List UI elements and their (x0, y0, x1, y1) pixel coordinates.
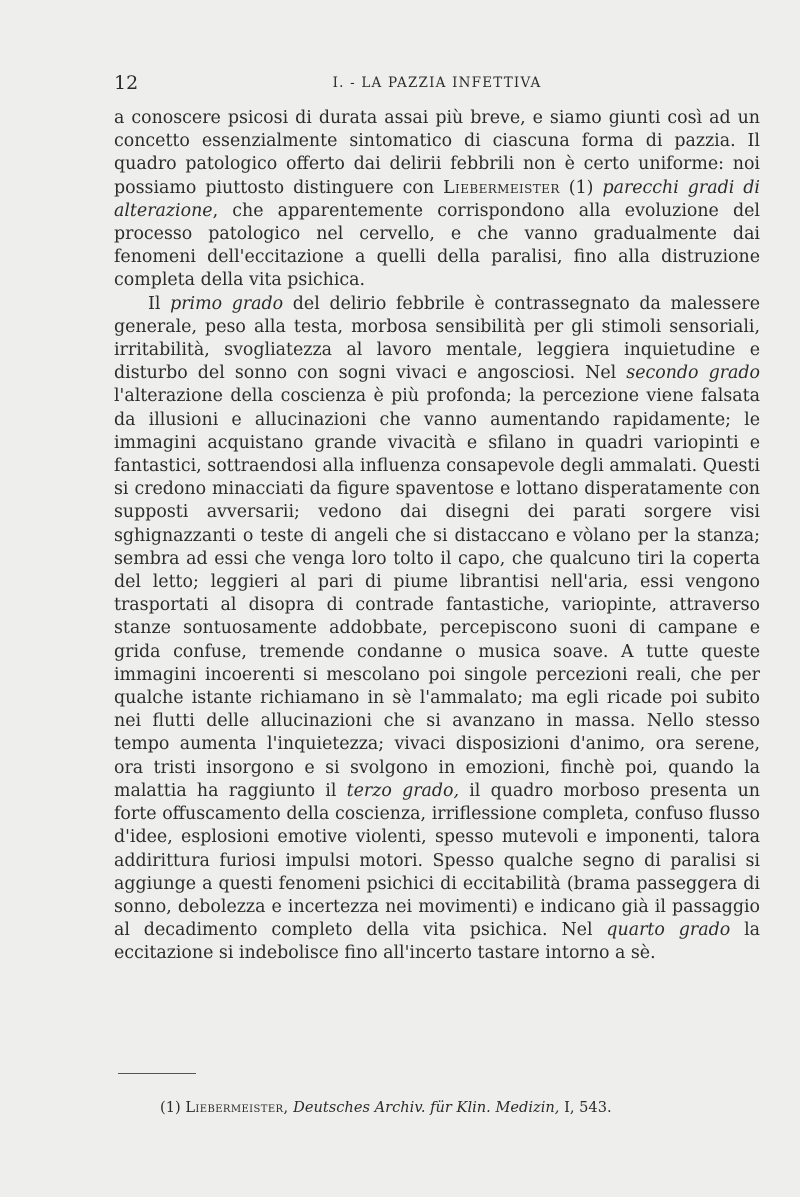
paragraph-2-text-b: del delirio febbrile è contrassegnato da malessere generale, peso alla testa, morbosa sensibilità per gli stimoli sensoriali, irritabilità, svogliatezza al lavoro mentale, leggiera inquietudine e disturbo del sonno con sogni vivaci e angosciosi. Nel (114, 293, 760, 384)
emphasis-quarto-grado: quarto grado (606, 920, 731, 941)
paragraph-2-text-c: l'alterazione della coscienza è più profonda; la percezione viene falsata da illusioni e allucinazioni che vanno aumentando rapidamente; le immagini acquistano grande vivacità e sfilano in quadri variopinti e fantastici, sottraendosi alla influenza consapevole degli ammalati. Questi si credono minacciati da figure spaventose e lottano disperatamente con supposti avversarii; vedono dai disegni dei parati sorgere visi sghignazzanti o teste di angeli che si distaccano e vòlano per la stanza; sembra ad essi che venga loro tolto il capo, che qualcuno tiri la coperta del letto; leggieri al pari di piume librantisi nell'aria, essi vengono trasportati al disopra di contrade fantastiche, variopinte, attraverso stanze sontuosamente addobbate, percepiscono suoni di campane e grida confuse, tremende condanne o musica soave. A tutte queste immagini incoerenti si mescolano poi singole percezioni reali, che per qualche istante richiamano in sè l'ammalato; ma egli ricade poi subito nei flutti delle allucinazioni che si avanzano in massa. Nello stesso tempo aumenta l'inquietezza; vivaci disposizioni d'animo, ora serene, ora tristi insorgono e si svolgono in emozioni, finchè poi, quando la malattia ha raggiunto il (114, 386, 760, 801)
footnote-source: Deutsches Archiv. für Klin. Medizin, (293, 1099, 560, 1116)
paragraph-2-text-e: la eccitazione si indebolisce fino all'incerto tastare intorno a sè. (114, 920, 760, 964)
footnote-divider (118, 1073, 196, 1074)
author-name: Liebermeister (443, 177, 560, 198)
emphasis-terzo-grado: terzo grado, (346, 780, 460, 801)
footnote-reference: I, 543. (559, 1099, 612, 1116)
paragraph-1-text-b: (1) (559, 177, 603, 198)
emphasis-gradi-alterazione: parecchi gradi di alterazione (114, 177, 760, 221)
body-text (114, 107, 760, 966)
paragraph-1-text-a: a conoscere psicosi di durata assai più breve, e siamo giunti così ad un concetto essenzialmente sintomatico di ciascuna forma di pazzia. Il quadro patologico offerto dai delirii febbrili non è certo uniforme: noi possiamo piuttosto distinguere con (114, 108, 760, 198)
running-head (114, 72, 760, 96)
emphasis-secondo-grado: secondo grado (626, 363, 760, 384)
paragraph-2 (114, 293, 760, 966)
footnote-marker: (1) (160, 1099, 186, 1116)
page-number: 12 (114, 72, 139, 94)
paragraph-2-text-d: il quadro morboso presenta un forte offuscamento della coscienza, irriflessione completa, confuso flusso d'idee, esplosioni emotive violenti, spesso mutevoli e imponenti, talora addirittura furiosi impulsi motori. Spesso qualche segno di paralisi si aggiunge a questi fenomeni psichici di eccitabilità (brama passeggera di sonno, debolezza e incertezza nei movimenti) e indicano già il passaggio al decadimento completo della vita psichica. Nel (114, 780, 761, 941)
running-title: I. - LA PAZZIA INFETTIVA (332, 75, 542, 91)
footnote (160, 1098, 760, 1118)
footnote-author: Liebermeister, (185, 1099, 289, 1116)
paragraph-1 (114, 107, 760, 293)
emphasis-primo-grado: primo grado (170, 293, 284, 314)
paragraph-2-text-a: Il (148, 293, 171, 314)
paragraph-1-text-c: , che apparentemente corrispondono alla evoluzione del processo patologico nel cervello, e che vanno gradualmente dai fenomeni dell'eccitazione a quelli della paralisi, fino alla distruzione completa della vita psichica. (114, 200, 760, 291)
